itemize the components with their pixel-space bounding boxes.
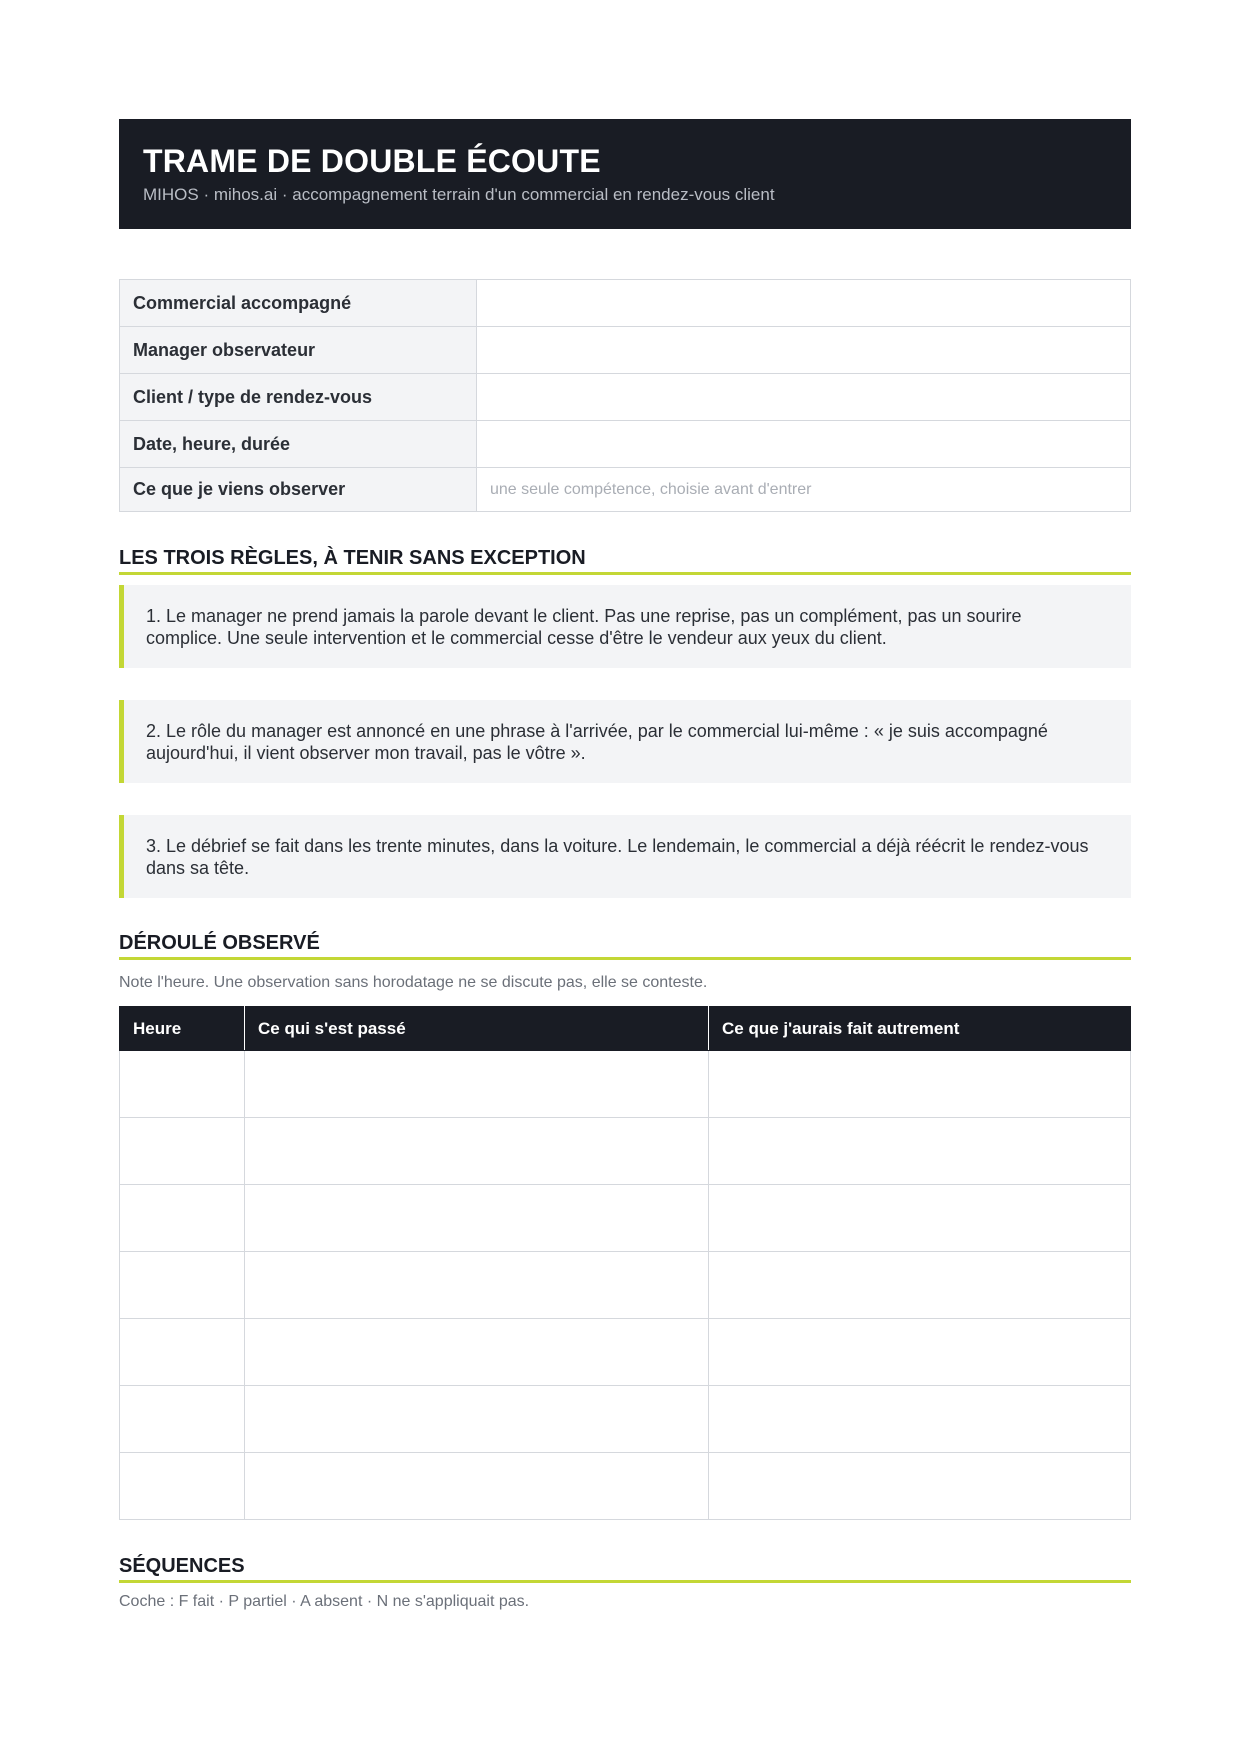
passe-cell[interactable] <box>245 1252 709 1319</box>
heure-cell[interactable] <box>120 1319 245 1386</box>
heure-cell[interactable] <box>120 1118 245 1185</box>
client-field[interactable] <box>477 374 1131 421</box>
info-row-commercial <box>120 280 1131 327</box>
sequences-section-title: SÉQUENCES <box>119 1554 1131 1583</box>
deroule-note: Note l'heure. Une observation sans horodatage ne se discute pas, elle se conteste. <box>119 974 708 991</box>
observe-field[interactable]: une seule compétence, choisie avant d'entrer <box>477 468 1131 512</box>
autrement-cell[interactable] <box>709 1118 1131 1185</box>
document-header <box>119 119 1131 229</box>
document-content <box>119 119 1131 1611</box>
column-header-passe: Ce qui s'est passé <box>245 1007 709 1051</box>
info-row-date <box>120 421 1131 468</box>
passe-cell[interactable] <box>245 1185 709 1252</box>
info-row-manager <box>120 327 1131 374</box>
observation-row <box>120 1185 1131 1252</box>
info-label: Commercial accompagné <box>120 280 477 327</box>
heure-cell[interactable] <box>120 1386 245 1453</box>
info-table <box>119 279 1131 512</box>
passe-cell[interactable] <box>245 1118 709 1185</box>
rules-section-title: LES TROIS RÈGLES, À TENIR SANS EXCEPTION <box>119 546 1131 575</box>
commercial-field[interactable] <box>477 280 1131 327</box>
observation-header-row <box>120 1007 1131 1051</box>
info-label: Ce que je viens observer <box>120 468 477 512</box>
info-label: Manager observateur <box>120 327 477 374</box>
autrement-cell[interactable] <box>709 1319 1131 1386</box>
date-field[interactable] <box>477 421 1131 468</box>
observation-row <box>120 1453 1131 1520</box>
passe-cell[interactable] <box>245 1051 709 1118</box>
sequences-note: Coche : F fait · P partiel · A absent · N ne s'appliquait pas. <box>119 1593 530 1610</box>
autrement-cell[interactable] <box>709 1252 1131 1319</box>
manager-field[interactable] <box>477 327 1131 374</box>
info-row-observe <box>120 468 1131 512</box>
heure-cell[interactable] <box>120 1453 245 1520</box>
rule-item: 3. Le débrief se fait dans les trente minutes, dans la voiture. Le lendemain, le commercial a déjà réécrit le rendez-vous dans sa tête. <box>119 815 1131 898</box>
observation-body <box>120 1051 1131 1520</box>
document-title: TRAME DE DOUBLE ÉCOUTE <box>143 143 601 179</box>
deroule-section-title: DÉROULÉ OBSERVÉ <box>119 931 1131 960</box>
observation-row <box>120 1319 1131 1386</box>
document-subtitle: MIHOS · mihos.ai · accompagnement terrain d'un commercial en rendez-vous client <box>143 185 775 204</box>
rule-item: 2. Le rôle du manager est annoncé en une phrase à l'arrivée, par le commercial lui-même : « je suis accompagné aujourd'hui, il vient observer mon travail, pas le vôtre ». <box>119 700 1131 783</box>
passe-cell[interactable] <box>245 1319 709 1386</box>
column-header-autrement: Ce que j'aurais fait autrement <box>709 1007 1131 1051</box>
heure-cell[interactable] <box>120 1252 245 1319</box>
column-header-heure: Heure <box>120 1007 245 1051</box>
info-label: Client / type de rendez-vous <box>120 374 477 421</box>
observation-row <box>120 1118 1131 1185</box>
autrement-cell[interactable] <box>709 1386 1131 1453</box>
observation-table <box>119 1006 1131 1520</box>
observation-row <box>120 1051 1131 1118</box>
passe-cell[interactable] <box>245 1453 709 1520</box>
passe-cell[interactable] <box>245 1386 709 1453</box>
observation-row <box>120 1386 1131 1453</box>
heure-cell[interactable] <box>120 1051 245 1118</box>
rule-item: 1. Le manager ne prend jamais la parole devant le client. Pas une reprise, pas un complément, pas un sourire complice. Une seule intervention et le commercial cesse d'être le vendeur aux yeux du client. <box>119 585 1131 668</box>
info-label: Date, heure, durée <box>120 421 477 468</box>
observation-row <box>120 1252 1131 1319</box>
heure-cell[interactable] <box>120 1185 245 1252</box>
autrement-cell[interactable] <box>709 1051 1131 1118</box>
info-row-client <box>120 374 1131 421</box>
autrement-cell[interactable] <box>709 1453 1131 1520</box>
autrement-cell[interactable] <box>709 1185 1131 1252</box>
